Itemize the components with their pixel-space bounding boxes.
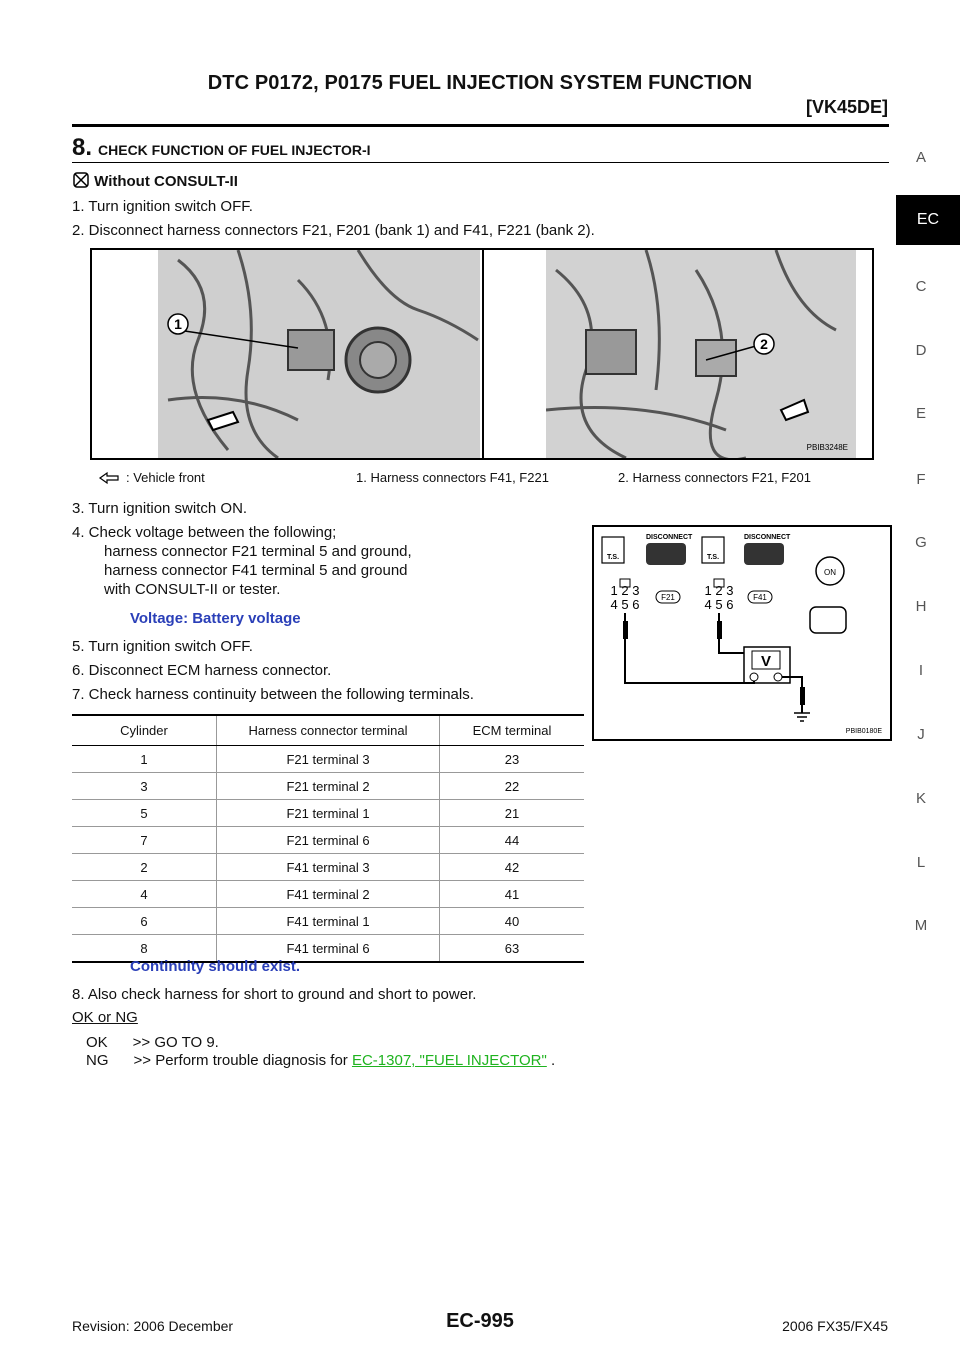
conn-a-label: F21 <box>661 593 675 602</box>
page-title: DTC P0172, P0175 FUEL INJECTION SYSTEM FUNCTION <box>207 72 753 94</box>
ng-result: NG >> Perform trouble diagnosis for EC-1307, "FUEL INJECTOR" . <box>86 1052 556 1069</box>
header-rule <box>72 124 889 127</box>
sidebar-item-a[interactable]: A <box>915 149 926 166</box>
ok-ng-label: OK or NG <box>72 1009 138 1026</box>
engine-photo-bank1 <box>158 250 480 458</box>
step-title: CHECK FUNCTION OF FUEL INJECTOR-I <box>98 142 371 158</box>
mode-label: Without CONSULT-II <box>94 173 238 190</box>
sidebar-item-d[interactable]: D <box>915 342 927 359</box>
table-row: 5 F21 terminal 1 21 <box>72 800 584 827</box>
sidebar-item-e[interactable]: E <box>915 405 926 422</box>
spec-voltage: Voltage: Battery voltage <box>130 610 301 627</box>
instruction-1: 1. Turn ignition switch OFF. <box>72 198 253 215</box>
instruction-4: 4. Check voltage between the following; <box>72 524 337 541</box>
col-ecm-terminal: ECM terminal <box>440 715 585 746</box>
f21-pins-bottom: 4 5 6 <box>610 597 640 612</box>
fuel-injector-link[interactable]: EC-1307, "FUEL INJECTOR" <box>351 1052 547 1069</box>
legend-item-1: 1. Harness connectors F41, F221 <box>356 470 549 485</box>
table-row: 7 F21 terminal 6 44 <box>72 827 584 854</box>
conn-b-label: F41 <box>753 593 767 602</box>
voltage-check-diagram <box>592 525 892 741</box>
sidebar-item-h[interactable]: H <box>915 598 927 615</box>
instruction-6: 6. Disconnect ECM harness connector. <box>72 662 332 679</box>
instruction-3: 3. Turn ignition switch ON. <box>72 500 248 517</box>
spec-continuity: Continuity should exist. <box>130 958 301 975</box>
table-header-row <box>72 715 584 746</box>
sidebar-item-k[interactable]: K <box>915 790 926 807</box>
figure2-code: PBIB0180E <box>845 728 882 735</box>
engine-photo-figure <box>90 248 874 460</box>
instruction-2: 2. Disconnect harness connectors F21, F201 (bank 1) and F41, F221 (bank 2). <box>72 222 595 239</box>
sidebar-item-f[interactable]: F <box>916 471 926 488</box>
table-row: 2 F41 terminal 3 42 <box>72 854 584 881</box>
step-number: 8. <box>72 134 93 161</box>
f41-pins-top: 1 2 3 <box>704 583 734 598</box>
f21-pins-top: 1 2 3 <box>610 583 640 598</box>
legend-item-2: 2. Harness connectors F21, F201 <box>618 470 811 485</box>
table-row: 6 F41 terminal 1 40 <box>72 908 584 935</box>
col-harness-terminal: Harness connector terminal <box>217 715 440 746</box>
instruction-7: 7. Check harness continuity between the following terminals. <box>72 686 474 703</box>
instruction-4-line2: harness connector F21 terminal 5 and ground, <box>104 543 412 560</box>
meter-label: V <box>760 653 772 670</box>
instruction-4-line4: with CONSULT-II or tester. <box>104 581 281 598</box>
table-row: 8 F41 terminal 6 63 <box>72 935 584 963</box>
step-rule <box>72 162 889 163</box>
col-cylinder: Cylinder <box>72 715 217 746</box>
instruction-8: 8. Also check harness for short to ground and short to power. <box>72 986 477 1003</box>
instruction-5: 5. Turn ignition switch OFF. <box>72 638 253 655</box>
photo-label-1: 1 <box>174 316 182 332</box>
footer-model: 2006 FX35/FX45 <box>782 1318 888 1334</box>
instruction-4-line3: harness connector F41 terminal 5 and ground <box>104 562 408 579</box>
table-row: 1 F21 terminal 3 23 <box>72 746 584 773</box>
footer-revision: Revision: 2006 December <box>72 1318 234 1334</box>
ignition-on-label: ON <box>824 568 836 577</box>
ts-icon-2 <box>702 537 724 563</box>
photo-divider <box>482 250 484 458</box>
sidebar-item-j[interactable]: J <box>917 726 925 743</box>
vehicle-front-arrow-icon <box>98 471 120 485</box>
sidebar-item-g[interactable]: G <box>915 534 927 551</box>
footer-page-number: EC-995 <box>446 1310 514 1332</box>
ok-result: OK >> GO TO 9. <box>86 1034 219 1051</box>
sidebar-item-ec[interactable]: EC <box>896 195 960 245</box>
sidebar-item-i[interactable]: I <box>918 662 924 679</box>
engine-code: [VK45DE] <box>805 97 888 117</box>
table-row: 3 F21 terminal 2 22 <box>72 773 584 800</box>
photo-label-2: 2 <box>760 336 768 352</box>
engine-photo-bank2 <box>546 250 856 458</box>
figure1-code: PBIB3248E <box>806 443 848 452</box>
disconnect-label-2: DISCONNECT <box>744 534 791 541</box>
legend-vehicle-front: : Vehicle front <box>126 470 205 485</box>
sidebar-item-c[interactable]: C <box>915 278 927 295</box>
disconnect-label-1: DISCONNECT <box>646 534 693 541</box>
mode-row <box>72 171 238 190</box>
continuity-table <box>72 714 584 963</box>
svg-text:T.S.: T.S. <box>606 554 620 561</box>
table-row: 4 F41 terminal 2 41 <box>72 881 584 908</box>
f41-pins-bottom: 4 5 6 <box>704 597 734 612</box>
sidebar-item-m[interactable]: M <box>914 917 928 934</box>
sidebar-item-l[interactable]: L <box>916 854 926 871</box>
step-heading <box>72 134 371 162</box>
ts-icon-1 <box>602 537 624 563</box>
no-tool-icon <box>72 171 90 189</box>
svg-text:T.S.: T.S. <box>706 554 720 561</box>
